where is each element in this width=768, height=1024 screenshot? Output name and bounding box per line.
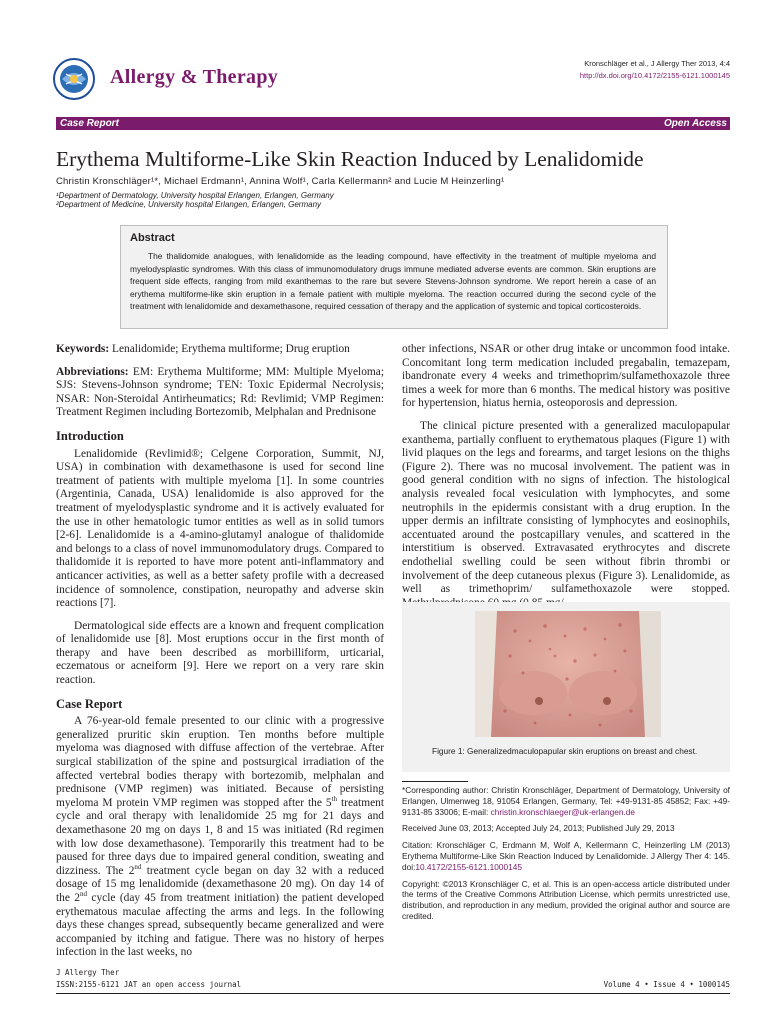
introduction-heading: Introduction (56, 428, 124, 443)
footer-issn: ISSN:2155-6121 JAT an open access journal (56, 980, 242, 989)
right-paragraph-1: other infections, NSAR or other drug intake or uncommon food intake. Concomitant long term medication included pregabalin, temazepam, ibandronate every 4 weeks and trimethoprim/sulfamethoxazole three times a week for more than 6 months. The medical history was positive for hypertension, hiatus hernia, osteoporosis and depression. (402, 343, 730, 410)
article-dates: Received June 03, 2013; Accepted July 24, 2013; Published July 29, 2013 (402, 823, 675, 834)
right-column (402, 343, 730, 610)
case-text-c: treatment cycle began on day 32 with a reduced dosage of 15 mg lenalidomide (dexamethasone 20 mg). On day 14 of the 2 (56, 864, 384, 904)
keywords (56, 343, 384, 357)
footer-journal: J Allergy Ther (56, 968, 120, 977)
figure-1-caption: Figure 1: Generalizedmaculopapular skin eruptions on breast and chest. (432, 746, 698, 756)
sup-th: th (331, 795, 338, 804)
article-type-banner (56, 117, 730, 130)
footer-volume: Volume 4 • Issue 4 • 1000145 (603, 980, 730, 989)
open-access-label: Open Access (664, 118, 727, 129)
notes-divider (402, 781, 468, 782)
citation-doi-link[interactable]: 10.4172/2155-6121.1000145 (415, 861, 522, 872)
abbreviations-label: Abbreviations: (56, 365, 129, 378)
journal-logo-icon (52, 57, 96, 101)
left-column (56, 343, 384, 960)
header-citation-text: Kronschläger et al., J Allergy Ther 2013, 4:4 (584, 59, 730, 68)
citation-note (402, 840, 730, 872)
case-text-b: treatment cycle and oral therapy with lenalidomide 25 mg for 21 days and dexamethasone 20 mg on days 1, 8 and 15 was initiated (Rd regimen with low dose dexamethasone). Temporarily this treatment had to be paused for three days due to impaired general condition, sweating and dizziness. The 2 (56, 796, 384, 877)
corresponding-author-text: *Corresponding author: Christin Kronschläger, Department of Dermatology, University of Erlangen, Ulmenweg 18, 91054 Erlangen, Germany, Tel: +49-9131-85 45852; Fax: +49-9131-85 33006; E-mail: (402, 785, 730, 817)
abbreviations (56, 366, 384, 420)
keywords-text: Lenalidomide; Erythema multiforme; Drug eruption (109, 343, 350, 355)
keywords-label: Keywords: (56, 343, 110, 355)
header-doi-link[interactable]: http://dx.doi.org/10.4172/2155-6121.1000145 (579, 71, 730, 80)
case-text-d: cycle (day 45 from treatment initiation) the patient developed erythematous maculae affecting the arms and legs. In the following days these changes spread, subsequently became generalized and were accompanied by itching and fatigue. There was no history of herpes infection in the last weeks, no (56, 891, 384, 959)
author-list: Christin Kronschläger¹*, Michael Erdmann¹, Annina Wolf¹, Carla Kellermann² and Lucie M Heinzerling¹ (56, 176, 505, 187)
figure-1-image (475, 611, 661, 737)
case-report-paragraph (56, 715, 384, 960)
article-notes (402, 781, 730, 928)
journal-title: Allergy & Therapy (110, 66, 279, 88)
abstract-text: The thalidomide analogues, with lenalidomide as the leading compound, have effectivity in the treatment of multiple myeloma and myelodysplastic syndromes. With this class of immunomodulatory drugs immune mediated adverse events are common. Skin eruptions are frequent side effects, ranging from mild exanthemas to the rare but severe Stevens-Johnson syndrome. We report herein a case of an erythema multiforme-like skin eruption in a female patient with multiple myeloma. The reaction occurred during the second cycle of the treatment with lenalidomide and dexamethasone, required cessation of therapy and the application of systemic and topical corticosteroids. (130, 251, 656, 312)
introduction-paragraph-1: Lenalidomide (Revlimid®; Celgene Corporation, Summit, NJ, USA) in combination with dexamethasone is used for second line treatment of patients with multiple myeloma [1]. In some countries (Argentinia, Canada, USA) lenalidomide is also approved for the treatment of myelodysplastic syndrome and it is actively evaluated for the use in other hematologic tumor entities as well as in solid tumors [2-6]. Lenalidomide is a 4-amino-glutamyl analogue of thalidomide and belongs to a class of novel immunomodulatory drugs. Compared to thalidomide it is reported to have more potent anti-inflammatory and anticancer activities, as well as a better safety profile with a decreased incidence of somnolence, constipation, neuropathy and adverse skin reactions [7]. (56, 447, 384, 610)
author-email-link[interactable]: christin.kronschlaeger@uk-erlangen.de (490, 806, 636, 817)
affiliation-2: ²Department of Medicine, University hospital Erlangen, Erlangen, Germany (56, 200, 322, 209)
citation-text: Citation: Kronschläger C, Erdmann M, Wolf A, Kellermann C, Heinzerling LM (2013) Erythema Multiforme-Like Skin Reaction Induced by Lenalidomide. J Allergy Ther 4: 145. doi: (402, 840, 730, 872)
header-citation (580, 58, 730, 82)
footer-divider (56, 993, 730, 994)
copyright-note: Copyright: ©2013 Kronschläger C, et al. This is an open-access article distributed under the terms of the Creative Commons Attribution License, which permits unrestricted use, distribution, and reproduction in any medium, provided the original author and source are credited. (402, 878, 730, 921)
introduction-paragraph-2: Dermatological side effects are a known and frequent complication of lenalidomide use [8]. Most eruptions occur in the first month of therapy and have been described as morbilliform, urticarial, eczematous or acneiform [9]. Here we report on a very rare skin reaction. (56, 619, 384, 687)
article-title: Erythema Multiforme-Like Skin Reaction Induced by Lenalidomide (56, 147, 644, 171)
article-type-label: Case Report (60, 118, 119, 129)
case-text-a: A 76-year-old female presented to our clinic with a progressive generalized pruritic skin eruption. Ten months before multiple myeloma was diagnosed with diffuse affection of the vertebrae. After surgical stabilization of the spine and postsurgical irradiation of the affected vertebral bodies therapy with bortezomib, melphalan and prednisone (VMP regimen) was initiated. Because of persisting myeloma M protein VMP regimen was stopped after the 5 (56, 715, 384, 809)
abstract-heading: Abstract (130, 232, 175, 244)
affiliation-1: ¹Department of Dermatology, University hospital Erlangen, Erlangen, Germany (56, 191, 334, 200)
case-report-heading: Case Report (56, 696, 123, 711)
corresponding-author (402, 785, 730, 817)
abbreviations-text: EM: Erythema Multiforme; MM: Multiple Myeloma; SJS: Stevens-Johnson syndrome; TEN: Toxic Epidermal Necrolysis; NSAR: Non-Steroidal Antirheumatics; Rd: Revlimid; VMP Regimen: Treatment Regimen including Bortezomib, Melphalan and Prednisone (56, 365, 384, 419)
sup-nd: nd (134, 862, 142, 871)
sup-nd-2: nd (80, 890, 88, 899)
right-paragraph-2: The clinical picture presented with a generalized maculopapular exanthema, partially confluent to erythematous plaques (Figure 1) with livid plaques on the legs and forearms, and target lesions on the thighs (Figure 2). There was no mucosal involvement. The patient was in good general condition with no signs of infection. The histological analysis revealed focal vesiculation with lymphocytes, and some neutrophils in the epidermis consistant with a drug eruption. In the upper dermis an infiltrate consisting of lymphocytes and eosinophils, accentuated around the postcapillary venules, and scattered in the interstitium is observed. Extravasated erythrocytes and discrete endothelial swelling could be seen without fibrin thrombi or involvement of the deep cutaneous plexus (Figure 3). Lenalidomide, as well as trimethoprim/ sulfamethoxazole were stopped. (402, 419, 730, 596)
